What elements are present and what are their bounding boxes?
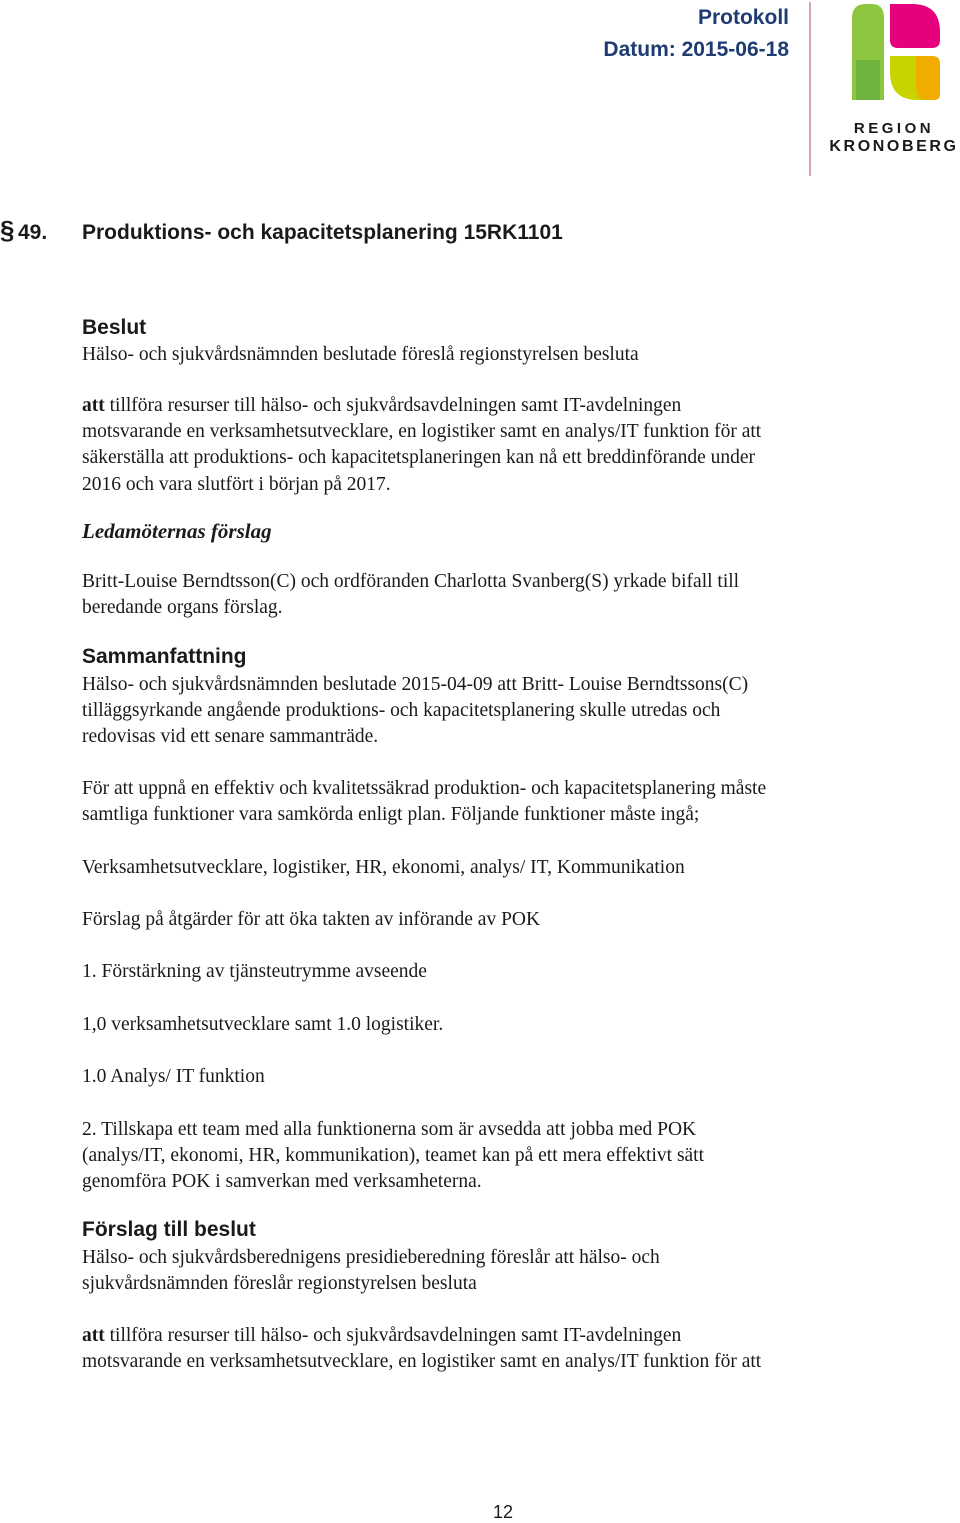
forslag-heading: Förslag till beslut [82, 1218, 256, 1241]
forslag-att-line-1: att tillföra resurser till hälso- och sjukvårdsavdelningen samt IT-avdelningen [82, 1325, 682, 1346]
beslut-att-line-2: motsvarande en verksamhetsutvecklare, en logistiker samt en analys/IT funktion för att [82, 421, 762, 443]
sammanfattning-heading: Sammanfattning [82, 645, 247, 668]
att-keyword: att [82, 395, 105, 416]
document-type: Protokoll [697, 6, 789, 29]
region-kronoberg-logo-icon [846, 0, 942, 104]
beslut-intro: Hälso- och sjukvårdsnämnden beslutade föreslå regionstyrelsen besluta [82, 344, 639, 365]
beslut-att-line-3: säkerställa att produktions- och kapacitetsplaneringen kan nå ett breddinförande under [82, 447, 756, 469]
logo-wordmark [828, 120, 960, 156]
sammanfattning-para-7: 1.0 Analys/ IT funktion [82, 1066, 265, 1087]
beslut-att-line-4: 2016 och vara slutfört i början på 2017. [82, 473, 391, 495]
paragraph-symbol: § [0, 215, 15, 245]
sammanfattning-para-2: För att uppnå en effektiv och kvalitetssäkrad produktion- och kapacitetsplanering måste samtliga funktioner vara samkörda enligt plan. Följande funktioner måste ingå; [82, 778, 767, 826]
section-heading [0, 215, 563, 246]
beslut-att-paragraph [82, 393, 882, 498]
header-divider [809, 2, 811, 176]
beslut-heading: Beslut [82, 316, 147, 339]
logo-line-kronoberg: KRONOBERG [829, 138, 959, 155]
sammanfattning-para-8: 2. Tillskapa ett team med alla funktionerna som är avsedda att jobba med POK (analys/IT, ekonomi, HR, kommunikation), teamet kan på ett mera effektivt sätt genomföra POK i samverkan med verksamheterna. [82, 1119, 705, 1193]
sammanfattning-para-4: Förslag på åtgärder för att öka takten av införande av POK [82, 909, 541, 930]
sammanfattning-para-5: 1. Förstärkning av tjänsteutrymme avseende [82, 961, 427, 982]
ledamoter-paragraph: Britt-Louise Berndtsson(C) och ordföranden Charlotta Svanberg(S) yrkade bifall till beredande organs förslag. [82, 571, 740, 619]
sammanfattning-para-3: Verksamhetsutvecklare, logistiker, HR, ekonomi, analys/ IT, Kommunikation [82, 857, 685, 878]
section-number: 49. [18, 221, 48, 244]
page-number: 12 [492, 1502, 514, 1522]
forslag-paragraph: Hälso- och sjukvårdsberednigens presidieberedning föreslår att hälso- och sjukvårdsnämnden föreslår regionstyrelsen besluta [82, 1247, 660, 1295]
sammanfattning-para-1: Hälso- och sjukvårdsnämnden beslutade 2015-04-09 att Britt- Louise Berndtssons(C) tilläggsyrkande angående produktions- och kapacitetsplanering skulle utredas och redovisas vid ett senare sammanträde. [82, 674, 749, 748]
document-date: Datum: 2015-06-18 [603, 38, 789, 61]
ledamoter-heading: Ledamöternas förslag [82, 519, 272, 543]
forslag-att-line-2: motsvarande en verksamhetsutvecklare, en logistiker samt en analys/IT funktion för att [82, 1351, 762, 1373]
att-keyword: att [82, 1325, 105, 1346]
sammanfattning-para-6: 1,0 verksamhetsutvecklare samt 1.0 logistiker. [82, 1014, 444, 1035]
forslag-att-paragraph [82, 1323, 882, 1375]
section-title: Produktions- och kapacitetsplanering 15RK1101 [82, 221, 563, 244]
beslut-att-line-1: att tillföra resurser till hälso- och sjukvårdsavdelningen samt IT-avdelningen [82, 395, 682, 416]
logo-line-region: REGION [853, 120, 935, 137]
